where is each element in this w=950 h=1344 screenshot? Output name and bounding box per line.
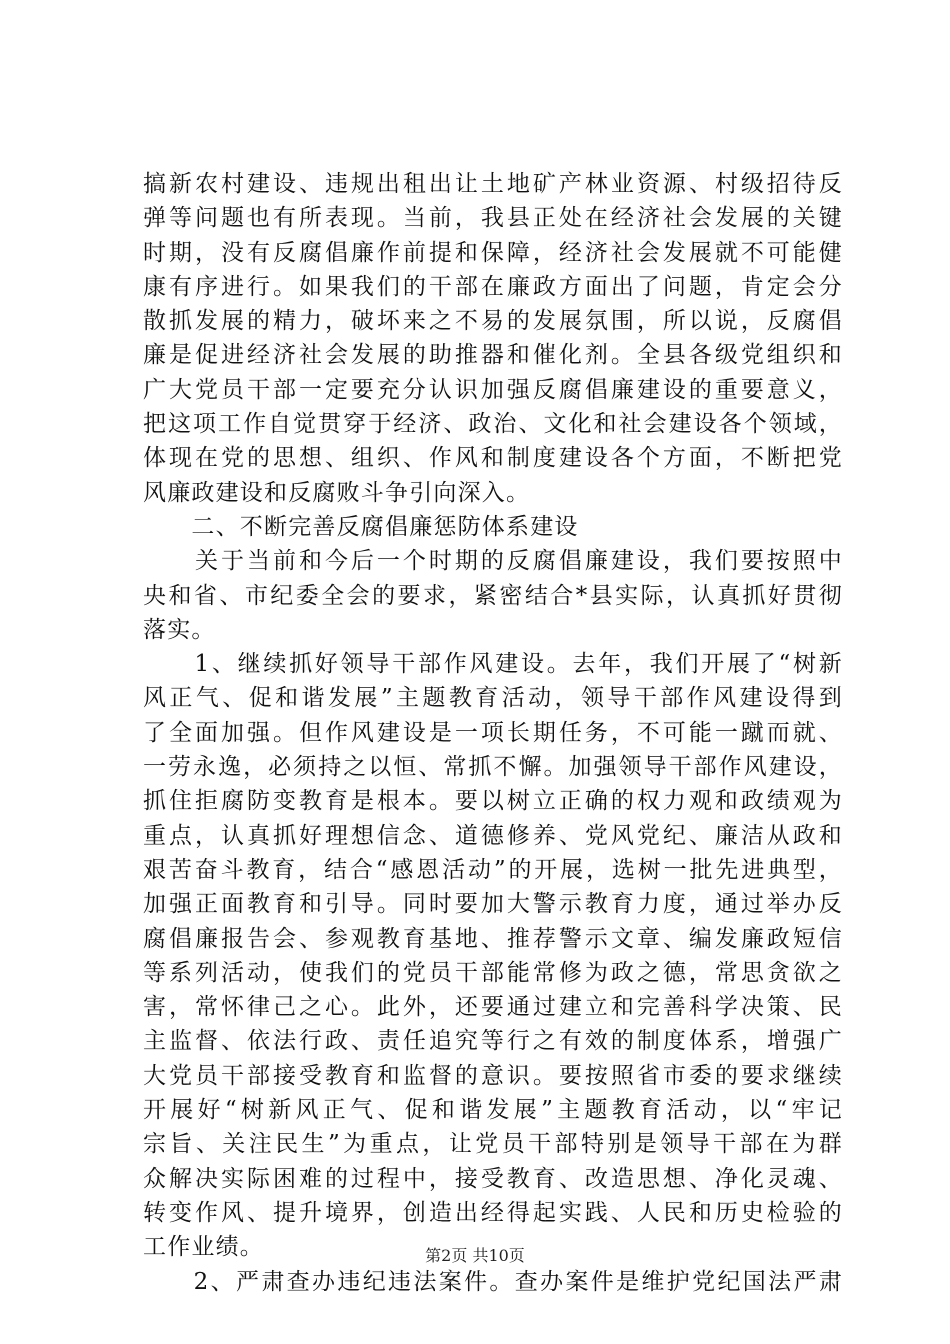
- text-line: 关于当前和今后一个时期的反腐倡廉建设，我们要按照中: [143, 548, 843, 575]
- document-body: [143, 167, 843, 1299]
- text-line: 一劳永逸，必须持之以恒、常抓不懈。加强领导干部作风建设，: [143, 754, 843, 781]
- paragraph: [143, 167, 843, 510]
- text-line: 廉是促进经济社会发展的助推器和催化剂。全县各级党组织和: [143, 342, 843, 369]
- text-line: 转变作风、提升境界，创造出经得起实践、人民和历史检验的: [143, 1199, 843, 1226]
- text-line: 落实。: [143, 616, 216, 643]
- text-line: 2、严肃查办违纪违法案件。查办案件是维护党纪国法严肃: [143, 1268, 843, 1295]
- text-line: 抓住拒腐防变教育是根本。要以树立正确的权力观和政绩观为: [143, 788, 843, 815]
- text-line: 大党员干部接受教育和监督的意识。要按照省市委的要求继续: [143, 1062, 843, 1089]
- text-line: 开展好“树新风正气、促和谐发展”主题教育活动，以“牢记: [143, 1097, 843, 1124]
- text-line: 宗旨、关注民生”为重点，让党员干部特别是领导干部在为群: [143, 1131, 843, 1158]
- page-number-footer: 第2页 共10页: [425, 1246, 525, 1265]
- text-line: 散抓发展的精力，破坏来之不易的发展氛围，所以说，反腐倡: [143, 308, 843, 335]
- text-line: 腐倡廉报告会、参观教育基地、推荐警示文章、编发廉政短信: [143, 925, 843, 952]
- text-line: 康有序进行。如果我们的干部在廉政方面出了问题，肯定会分: [143, 273, 843, 300]
- paragraph: [143, 1265, 843, 1299]
- text-line: 广大党员干部一定要充分认识加强反腐倡廉建设的重要意义，: [143, 376, 843, 403]
- text-line: 搞新农村建设、违规出租出让土地矿产林业资源、村级招待反: [143, 171, 843, 197]
- text-line: 风正气、促和谐发展”主题教育活动，领导干部作风建设得到: [143, 685, 843, 712]
- text-line: 等系列活动，使我们的党员干部能常修为政之德，常思贪欲之: [143, 959, 843, 986]
- text-line: 了全面加强。但作风建设是一项长期任务，不可能一蹴而就、: [143, 719, 843, 746]
- text-line: 工作业绩。: [143, 1234, 264, 1261]
- paragraph: [143, 544, 843, 647]
- section-heading: [143, 510, 843, 544]
- paragraph: [143, 647, 843, 1264]
- text-line: 艰苦奋斗教育，结合“感恩活动”的开展，选树一批先进典型，: [143, 856, 843, 883]
- text-line: 众解决实际困难的过程中，接受教育、改造思想、净化灵魂、: [143, 1165, 843, 1192]
- text-line: 害，常怀律己之心。此外，还要通过建立和完善科学决策、民: [143, 994, 843, 1021]
- text-line: 央和省、市纪委全会的要求，紧密结合*县实际，认真抓好贯彻: [143, 582, 843, 609]
- text-line: 主监督、依法行政、责任追究等行之有效的制度体系，增强广: [143, 1028, 843, 1055]
- text-line: 把这项工作自觉贯穿于经济、政治、文化和社会建设各个领域，: [143, 411, 843, 438]
- text-line: 风廉政建设和反腐败斗争引向深入。: [143, 479, 531, 506]
- text-line: 弹等问题也有所表现。当前，我县正处在经济社会发展的关键: [143, 205, 843, 232]
- text-line: 时期，没有反腐倡廉作前提和保障，经济社会发展就不可能健: [143, 239, 843, 266]
- text-line: 加强正面教育和引导。同时要加大警示教育力度，通过举办反: [143, 891, 843, 918]
- text-line: 1、继续抓好领导干部作风建设。去年，我们开展了“树新: [143, 651, 843, 678]
- text-line: 重点，认真抓好理想信念、道德修养、党风党纪、廉洁从政和: [143, 822, 843, 849]
- text-line: 体现在党的思想、组织、作风和制度建设各个方面，不断把党: [143, 445, 843, 472]
- text-line: 二、不断完善反腐倡廉惩防体系建设: [143, 513, 579, 540]
